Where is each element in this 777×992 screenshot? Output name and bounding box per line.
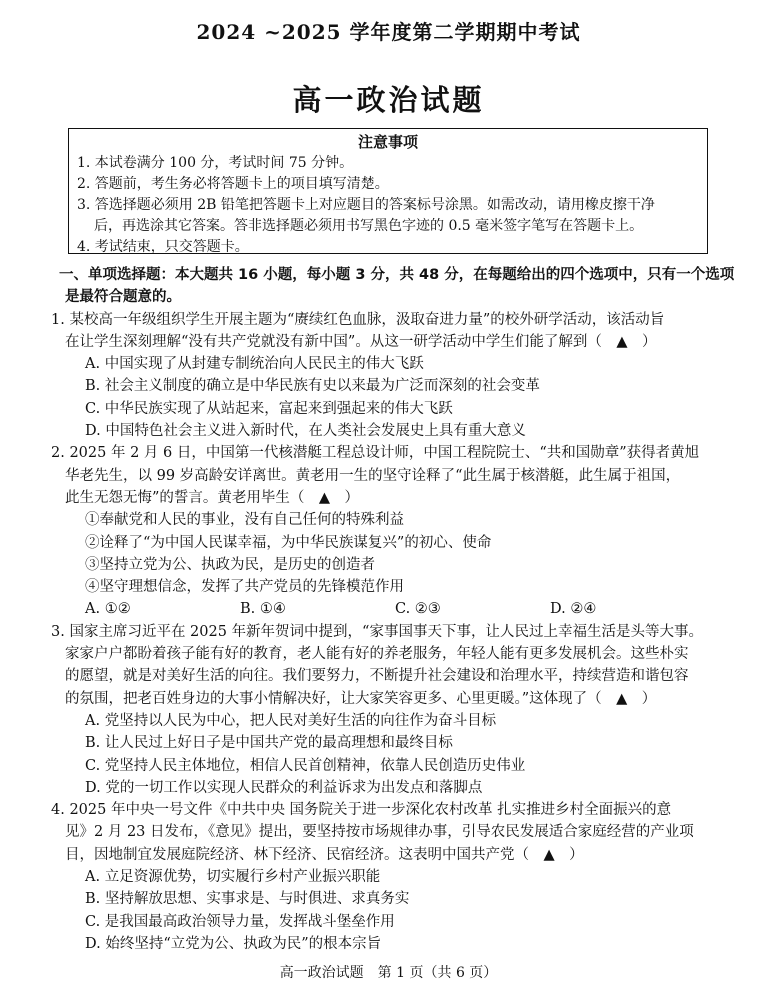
statement-item: ②诠释了“为中国人民谋幸福，为中华民族谋复兴”的初心、使命 — [85, 534, 492, 551]
question-stem: 华老先生，以 99 岁高龄安详离世。黄老用一生的坚守诠释了“此生属于核潜艇，此生属于祖国， — [65, 467, 681, 484]
question-2 — [51, 442, 725, 620]
option-c: C. ②③ — [395, 601, 441, 618]
question-stem: 此生无怨无悔”的誓言。黄老用毕生（ ▲ ） — [65, 489, 360, 506]
question-stem: 见》2 月 23 日发布，《意见》提出，要坚持按市场规律办事，引导农民发展适合家庭经营的产业项 — [65, 824, 694, 841]
statement-item: ④坚守理想信念，发挥了共产党员的先锋模范作用 — [85, 579, 404, 596]
page-footer: 高一政治试题 第 1 页（共 6 页） — [279, 965, 498, 981]
notice-line: 3. 答选择题必须用 2B 铅笔把答题卡上对应题目的答案标号涂黑。如需改动，请用橡皮擦干净 — [77, 197, 655, 213]
question-stem: 家家户户都盼着孩子能有好的教育，老人能有好的养老服务，年轻人能有更多发展机会。这些朴实 — [65, 646, 689, 663]
option-b: B. ①④ — [240, 601, 286, 618]
notice-box — [68, 128, 708, 254]
exam-subject-title: 高一政治试题 — [292, 83, 485, 117]
notice-title: 注意事项 — [357, 133, 418, 151]
notice-line: 4. 考试结束，只交答题卡。 — [77, 239, 249, 255]
question-4 — [51, 799, 725, 955]
section-heading-cont: 是最符合题意的。 — [65, 289, 181, 306]
option-a: A. ①② — [85, 601, 131, 618]
option-b: B. 坚持解放思想、实事求是、与时俱进、求真务实 — [85, 891, 410, 908]
option-d: D. ②④ — [550, 601, 597, 618]
question-stem: 1. 某校高一年级组织学生开展主题为“赓续红色血脉，汲取奋进力量”的校外研学活动，该活动旨 — [51, 311, 665, 328]
option-c: C. 中华民族实现了从站起来，富起来到强起来的伟大飞跃 — [85, 400, 453, 417]
option-b: B. 社会主义制度的确立是中华民族有史以来最为广泛而深刻的社会变革 — [85, 378, 540, 395]
question-stem: 4. 2025 年中央一号文件《中共中央 国务院关于进一步深化农村改革 扎实推进乡村全面振兴的意 — [51, 802, 672, 819]
notice-line: 后，再选涂其它答案。答非选择题必须用书写黑色字迹的 0.5 毫米签字笔写在答题卡上。 — [94, 218, 644, 234]
option-a: A. 立足资源优势，切实履行乡村产业振兴职能 — [85, 869, 381, 886]
option-d: D. 党的一切工作以实现人民群众的利益诉求为出发点和落脚点 — [85, 779, 483, 796]
questions-content — [51, 264, 735, 955]
option-row — [65, 598, 725, 620]
question-stem: 目，因地制宜发展庭院经济、林下经济、民宿经济。这表明中国共产党（ ▲ ） — [65, 846, 584, 863]
option-a: A. 党坚持以人民为中心，把人民对美好生活的向往作为奋斗目标 — [85, 712, 497, 729]
notice-line: 1. 本试卷满分 100 分，考试时间 75 分钟。 — [77, 155, 354, 171]
question-3 — [51, 621, 725, 799]
question-1 — [51, 309, 725, 443]
option-c: C. 党坚持人民主体地位，相信人民首创精神，依靠人民创造历史伟业 — [85, 757, 526, 774]
notice-line: 2. 答题前，考生务必将答题卡上的项目填写清楚。 — [77, 176, 389, 192]
option-c: C. 是我国最高政治领导力量，发挥战斗堡垒作用 — [85, 913, 395, 930]
section-heading: 一、单项选择题：本大题共 16 小题，每小题 3 分，共 48 分，在每题给出的四个选项中，只有一个选项 — [59, 267, 735, 283]
statement-item: ③坚持立党为公、执政为民，是历史的创造者 — [85, 556, 375, 573]
question-stem: 的愿望，就是对美好生活的向往。我们要努力，不断提升社会建设和治理水平，持续营造和谐包容 — [65, 668, 689, 685]
question-stem: 2. 2025 年 2 月 6 日，中国第一代核潜艇工程总设计师，中国工程院院士、“共和国勋章”获得者黄旭 — [51, 445, 700, 462]
question-stem: 在让学生深刻理解“没有共产党就没有新中国”。从这一研学活动中学生们能了解到（ ▲ ） — [65, 333, 657, 350]
option-d: D. 始终坚持“立党为公、执政为民”的根本宗旨 — [85, 935, 382, 952]
option-d: D. 中国特色社会主义进入新时代，在人类社会发展史上具有重大意义 — [85, 423, 526, 440]
option-b: B. 让人民过上好日子是中国共产党的最高理想和最终目标 — [85, 735, 453, 752]
option-a: A. 中国实现了从封建专制统治向人民民主的伟大飞跃 — [85, 356, 424, 373]
statement-item: ①奉献党和人民的事业，没有自己任何的特殊利益 — [85, 512, 404, 529]
exam-term-title: 2024 ~2025 学年度第二学期期中考试 — [196, 20, 581, 44]
question-stem: 的氛围，把老百姓身边的大事小情解决好，让大家笑容更多、心里更暖。”这体现了（ ▲ ） — [65, 690, 657, 707]
question-stem: 3. 国家主席习近平在 2025 年新年贺词中提到，“家事国事天下事，让人民过上幸福生活是头等大事。 — [51, 623, 703, 640]
